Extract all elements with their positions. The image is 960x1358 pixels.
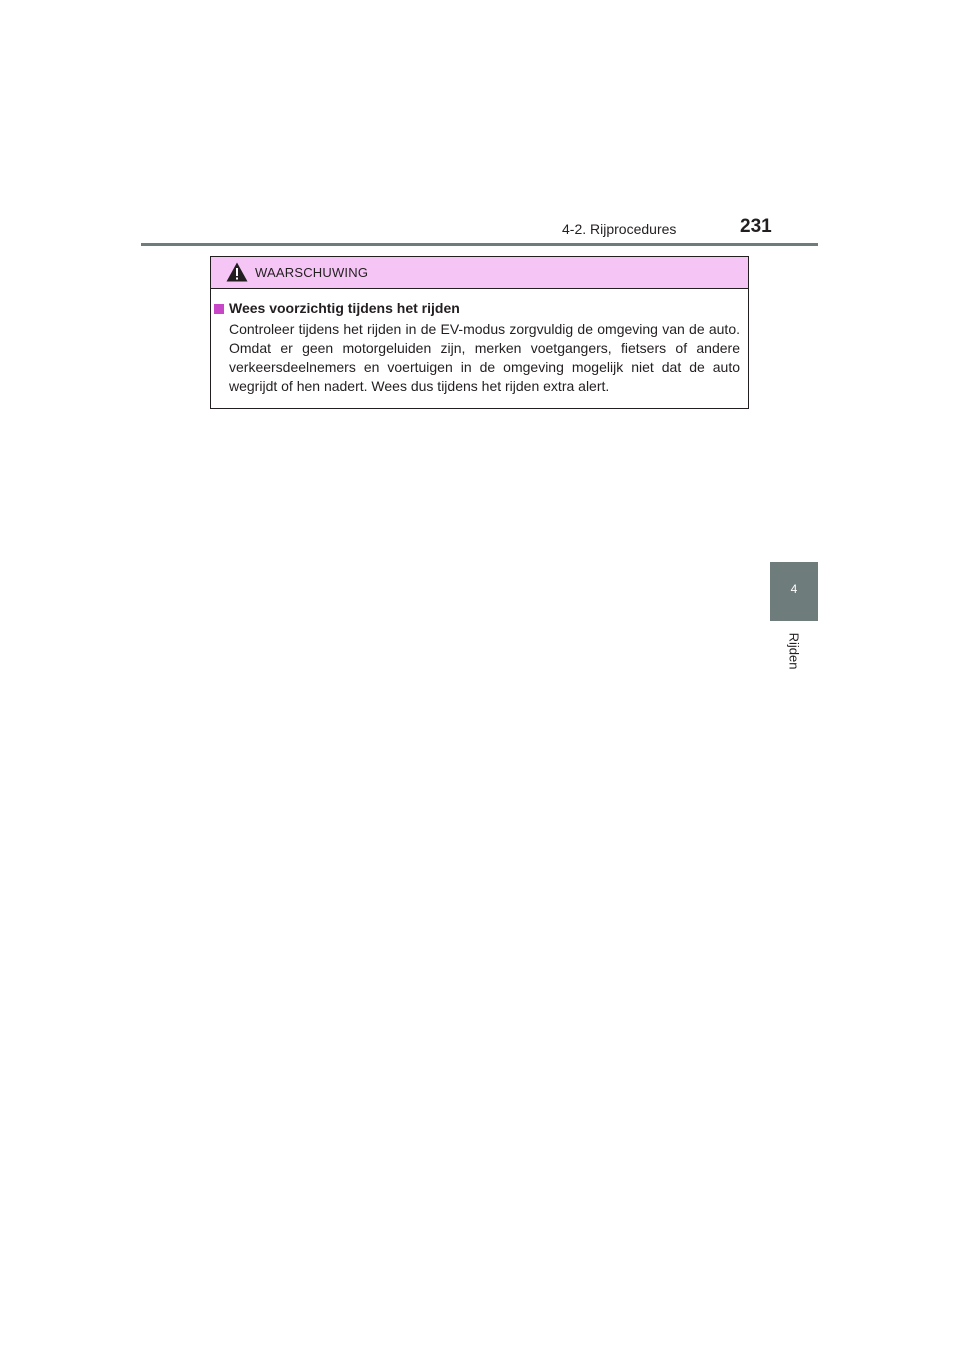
chapter-number: 4	[790, 582, 798, 596]
warning-box	[210, 256, 749, 409]
chapter-tab	[770, 562, 818, 621]
warning-title: WAARSCHUWING	[255, 265, 369, 280]
warning-item-heading	[214, 300, 460, 316]
warning-triangle-icon	[226, 262, 248, 282]
page-number: 231	[740, 216, 772, 237]
warning-body-text: Controleer tijdens het rijden in de EV-modus zorgvuldig de omgeving van de auto. Omdat er geen motorgeluiden zijn, merken voetgangers, fietsers of andere verkeersdeelnemers en voertuigen in de omgeving mogelijk niet dat de auto wegrijdt of hen nadert. Wees dus tijdens het rijden extra alert.	[229, 321, 740, 394]
bullet-square-icon	[214, 304, 224, 314]
section-title: 4-2. Rijprocedures	[562, 221, 677, 237]
header-rule	[141, 243, 818, 246]
warning-header	[211, 257, 748, 289]
chapter-label: Rijden	[786, 632, 802, 670]
warning-heading-text: Wees voorzichtig tijdens het rijden	[229, 300, 460, 316]
